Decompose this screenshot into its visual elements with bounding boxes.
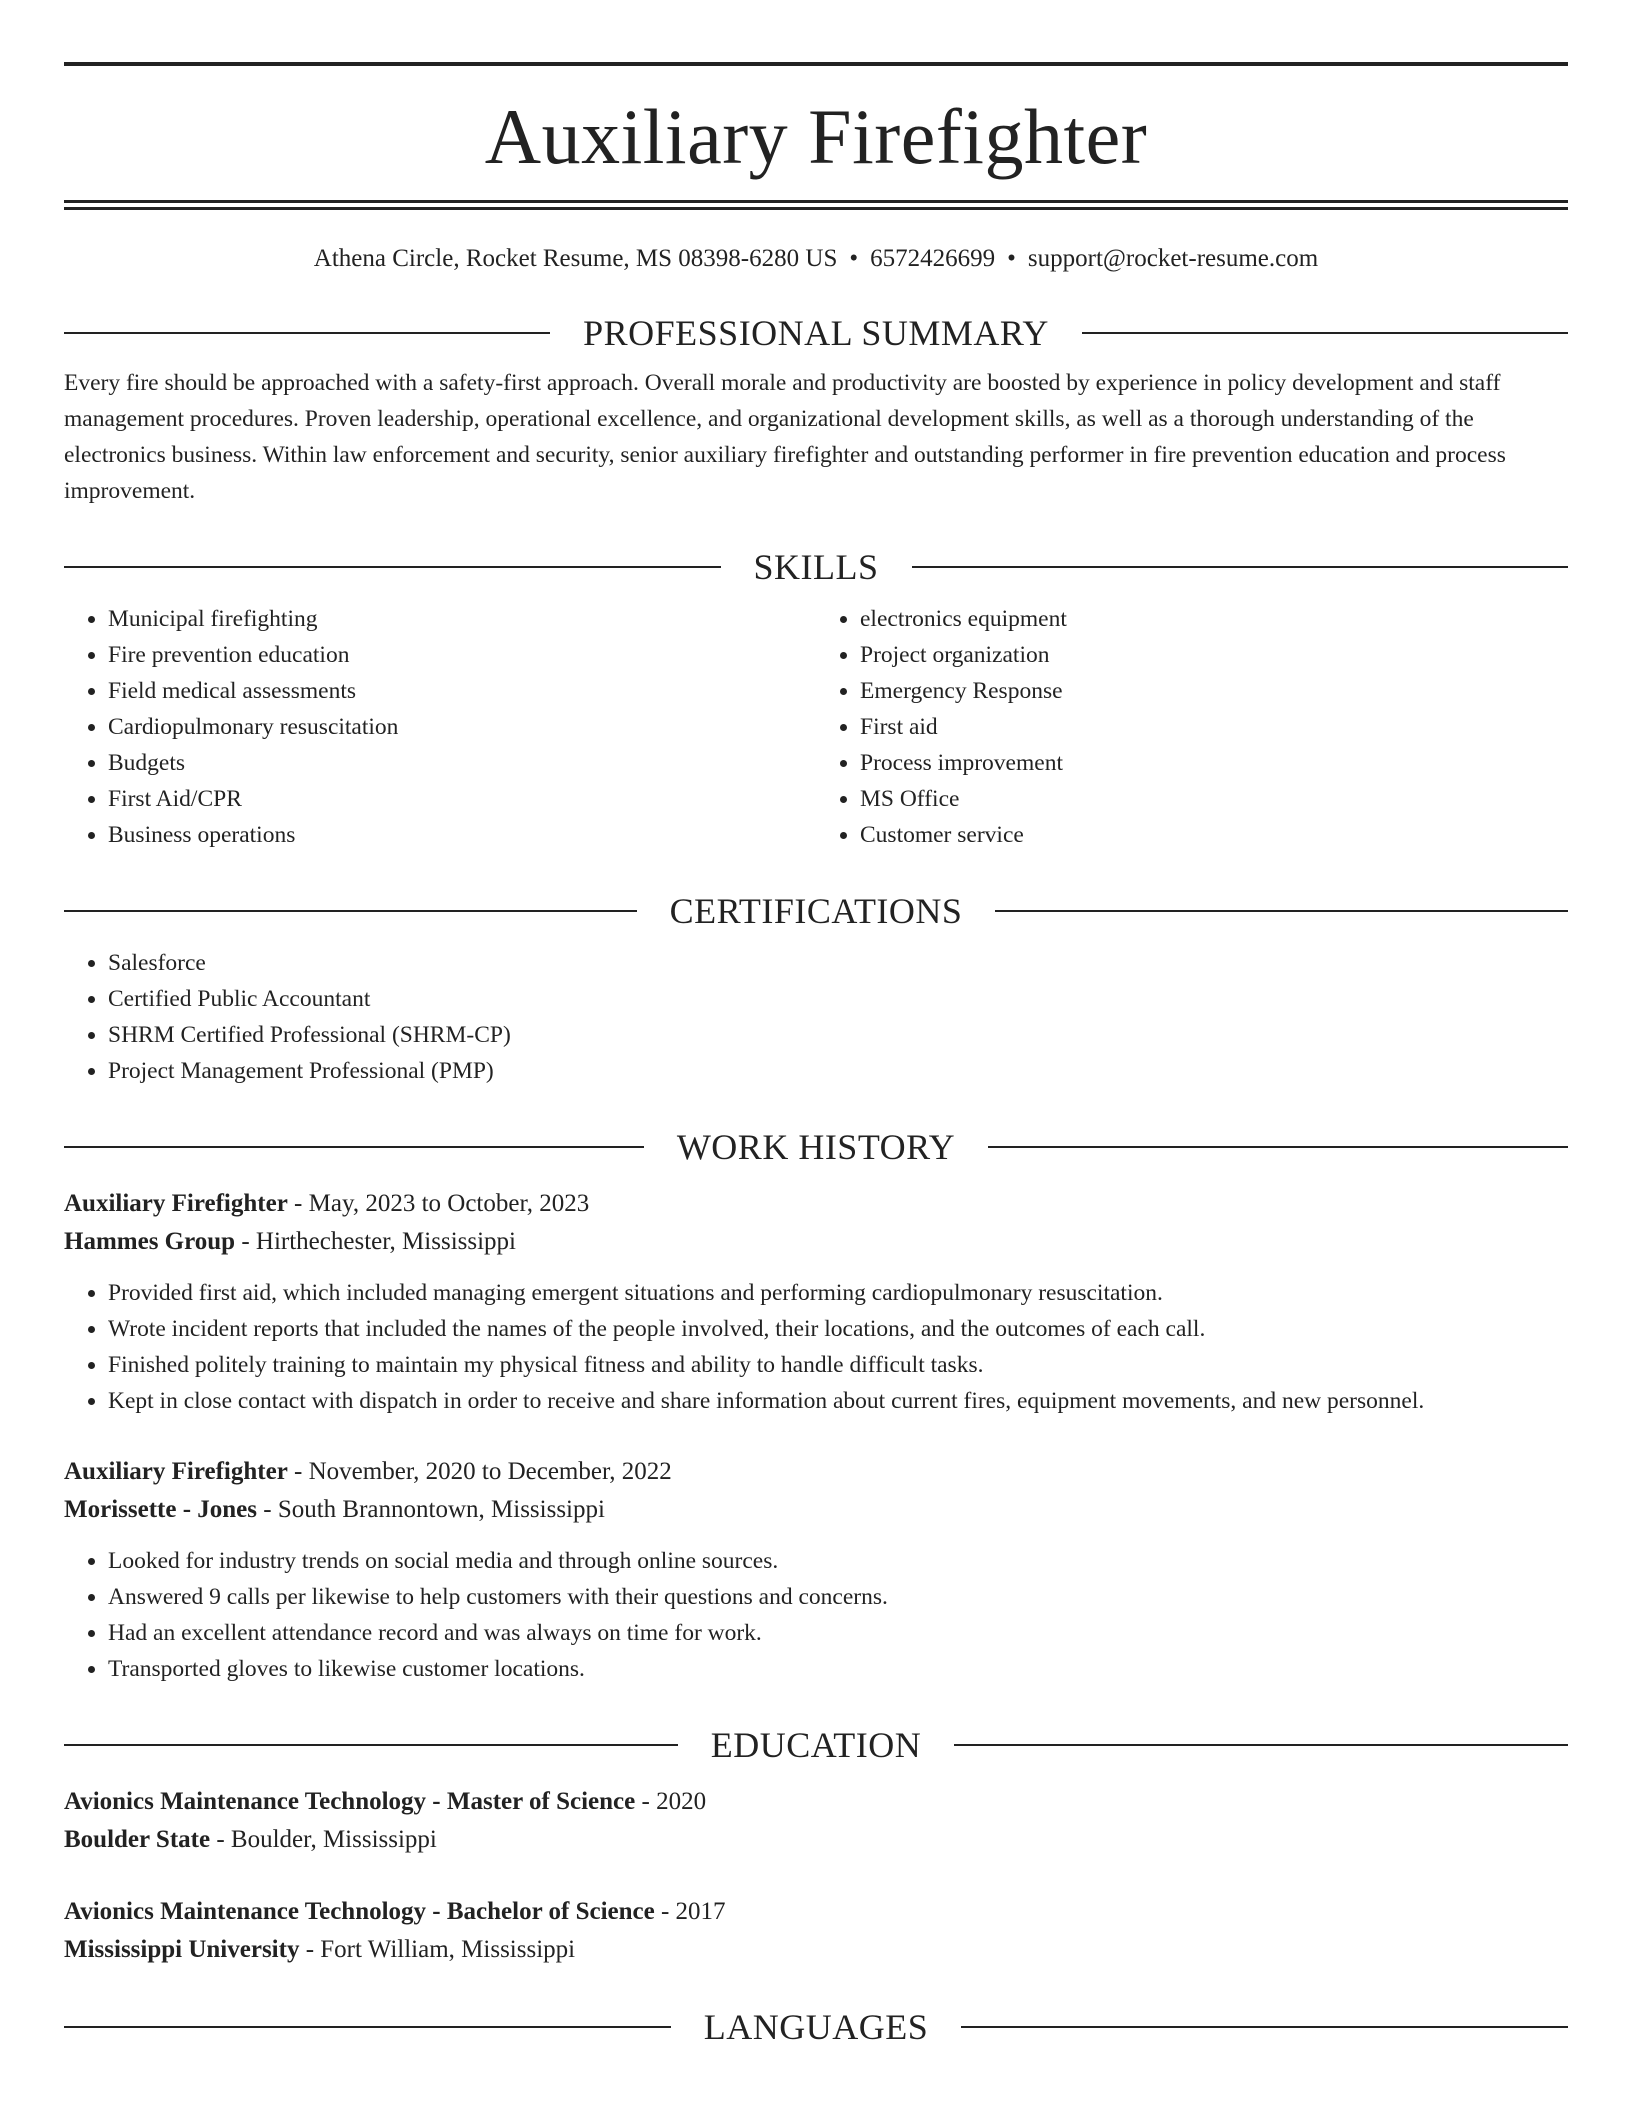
certifications-list — [64, 945, 1568, 1089]
skill-item: • electronics equipment — [860, 601, 1568, 637]
job-company-line — [64, 1491, 1568, 1529]
job-dates: - November, 2020 to December, 2022 — [287, 1458, 672, 1485]
contact-separator: • — [1007, 245, 1016, 272]
section-rule — [64, 910, 637, 912]
education-school-line — [64, 1931, 1568, 1969]
job-title: Auxiliary Firefighter — [64, 1190, 288, 1217]
skill-item: • Project organization — [860, 637, 1568, 673]
job-company-line — [64, 1223, 1568, 1261]
section-title-summary: PROFESSIONAL SUMMARY — [583, 313, 1049, 353]
job-task: • Wrote incident reports that included the names of the people involved, their locations, and the outcomes of each call. — [108, 1311, 1568, 1347]
job-company: Morissette - Jones — [64, 1496, 257, 1523]
skill-item: • Emergency Response — [860, 673, 1568, 709]
section-rule — [64, 1146, 644, 1148]
section-title-certifications: CERTIFICATIONS — [669, 891, 963, 931]
skill-item: • First Aid/CPR — [108, 781, 816, 817]
job-entry — [64, 1185, 1568, 1419]
contact-phone: 6572426699 — [870, 245, 996, 272]
skill-item: • MS Office — [860, 781, 1568, 817]
skill-item: • Fire prevention education — [108, 637, 816, 673]
section-rule — [64, 332, 550, 334]
candidate-name: Auxiliary Firefighter — [484, 93, 1148, 180]
job-location: - Hirthechester, Mississippi — [235, 1228, 516, 1255]
job-title: Auxiliary Firefighter — [64, 1458, 288, 1485]
skill-item: • Field medical assessments — [108, 673, 816, 709]
skills-column-right — [816, 601, 1568, 853]
job-task: • Provided first aid, which included managing emergent situations and performing cardiopulmonary resuscitation. — [108, 1275, 1568, 1311]
double-rule — [64, 200, 1568, 203]
section-title-education: EDUCATION — [710, 1725, 922, 1765]
section-header-languages — [64, 2005, 1568, 2049]
education-location: - Fort William, Mississippi — [299, 1936, 576, 1963]
section-rule — [995, 910, 1568, 912]
education-degree-line — [64, 1893, 1568, 1931]
section-header-work-history — [64, 1125, 1568, 1169]
skill-item: • Municipal firefighting — [108, 601, 816, 637]
education-entry — [64, 1783, 1568, 1859]
job-tasks — [64, 1275, 1568, 1419]
skills-list — [64, 601, 1568, 853]
job-title-line — [64, 1185, 1568, 1223]
education-degree-line — [64, 1783, 1568, 1821]
section-rule — [988, 1146, 1568, 1148]
section-rule — [64, 566, 721, 568]
section-rule — [64, 2026, 671, 2028]
job-task: • Kept in close contact with dispatch in order to receive and share information about current fires, equipment movements, and new personnel. — [108, 1383, 1568, 1419]
job-title-line — [64, 1453, 1568, 1491]
education-school: Mississippi University — [64, 1936, 300, 1963]
section-title-languages: LANGUAGES — [703, 2007, 929, 2047]
section-rule — [961, 2026, 1568, 2028]
job-task: • Answered 9 calls per likewise to help customers with their questions and concerns. — [108, 1579, 1568, 1615]
skill-item: • Customer service — [860, 817, 1568, 853]
skill-item: • Budgets — [108, 745, 816, 781]
contact-address: Athena Circle, Rocket Resume, MS 08398-6280 US — [313, 245, 838, 272]
job-task: • Finished politely training to maintain my physical fitness and ability to handle difficult tasks. — [108, 1347, 1568, 1383]
education-location: - Boulder, Mississippi — [210, 1826, 437, 1853]
section-header-summary — [64, 311, 1568, 355]
job-task: • Had an excellent attendance record and was always on time for work. — [108, 1615, 1568, 1651]
education-year: - 2020 — [635, 1788, 707, 1815]
education-year: - 2017 — [654, 1898, 726, 1925]
section-header-certifications — [64, 889, 1568, 933]
section-title-skills: SKILLS — [753, 547, 879, 587]
skills-column-left — [64, 601, 816, 853]
job-tasks — [64, 1543, 1568, 1687]
section-rule — [1082, 332, 1568, 334]
skill-item: • Business operations — [108, 817, 816, 853]
skill-item: • Process improvement — [860, 745, 1568, 781]
job-task: • Transported gloves to likewise customer locations. — [108, 1651, 1568, 1687]
education-entry — [64, 1893, 1568, 1969]
certification-item: • Project Management Professional (PMP) — [108, 1053, 1568, 1089]
top-rule — [64, 62, 1568, 66]
education-degree: Avionics Maintenance Technology - Master of Science — [64, 1788, 636, 1815]
certification-item: • Certified Public Accountant — [108, 981, 1568, 1017]
section-header-skills — [64, 545, 1568, 589]
section-title-work-history: WORK HISTORY — [676, 1127, 956, 1167]
certification-item: • Salesforce — [108, 945, 1568, 981]
job-task: • Looked for industry trends on social media and through online sources. — [108, 1543, 1568, 1579]
section-rule — [912, 566, 1569, 568]
contact-line — [64, 243, 1568, 275]
section-rule — [954, 1744, 1568, 1746]
education-degree: Avionics Maintenance Technology - Bachelor of Science — [64, 1898, 655, 1925]
certification-item: • SHRM Certified Professional (SHRM-CP) — [108, 1017, 1568, 1053]
section-rule — [64, 1744, 678, 1746]
summary-text: Every fire should be approached with a safety-first approach. Overall morale and productivity are boosted by experience in policy development and staff management procedures. Proven leadership, operational excellence, and organizational development skills, as well as a thorough understanding of the electronics business. Within law enforcement and security, senior auxiliary firefighter and outstanding performer in fire prevention education and process improvement. — [64, 370, 1506, 504]
job-entry — [64, 1453, 1568, 1687]
education-school: Boulder State — [64, 1826, 211, 1853]
skill-item: • First aid — [860, 709, 1568, 745]
contact-separator: • — [849, 245, 859, 272]
contact-email: support@rocket-resume.com — [1027, 245, 1319, 272]
skill-item: • Cardiopulmonary resuscitation — [108, 709, 816, 745]
section-header-education — [64, 1723, 1568, 1767]
job-location: - South Brannontown, Mississippi — [257, 1496, 605, 1523]
job-company: Hammes Group — [64, 1228, 236, 1255]
education-school-line — [64, 1821, 1568, 1859]
job-dates: - May, 2023 to October, 2023 — [287, 1190, 590, 1217]
